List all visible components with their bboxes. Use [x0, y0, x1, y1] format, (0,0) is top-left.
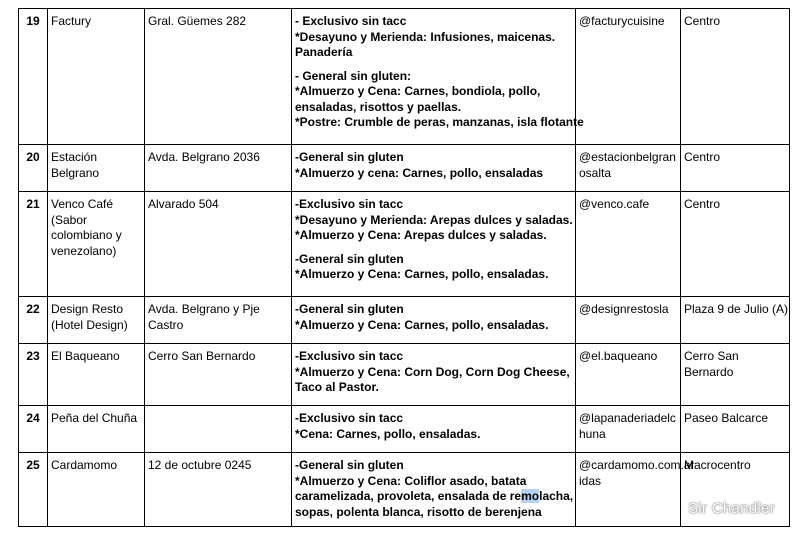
row-number: 23 [26, 349, 40, 363]
menu-text: ensaladas, risottos y paellas. [295, 99, 462, 114]
restaurant-name-cell [48, 145, 145, 192]
row-number-cell [19, 344, 48, 406]
row-number-cell [19, 453, 48, 527]
address-line: Alvarado 504 [148, 197, 219, 211]
menu-text: -General sin gluten [295, 458, 404, 472]
watermark: Sir Chandler [688, 500, 775, 517]
menu-line [295, 30, 572, 46]
menu-text: caramelizada, provoleta, ensalada de re [295, 489, 522, 503]
menu-text: *Almuerzo y cena: Carnes, pollo, ensaladas [295, 165, 544, 180]
menu-text: *Almuerzo y Cena: Corn Dog, Corn Dog Cheese, [295, 364, 570, 379]
restaurant-name-cell [48, 344, 145, 406]
text-selection: mo [521, 489, 540, 503]
instagram-cell [576, 192, 681, 297]
menu-cell [292, 9, 584, 145]
name-line: Cardamomo [51, 458, 118, 472]
row-number: 24 [26, 411, 40, 425]
menu-cell [292, 406, 576, 453]
menu-line [295, 69, 572, 85]
menu-line [295, 100, 572, 116]
handle-line: @el.baqueano [579, 349, 658, 363]
menu-spacer [295, 61, 572, 69]
menu-line [295, 84, 572, 100]
address-line: Avda. Belgrano 2036 [148, 150, 260, 164]
row-number: 20 [26, 150, 40, 164]
row-number: 19 [26, 14, 40, 28]
menu-line [295, 252, 572, 268]
menu-text: -Exclusivo sin tacc [295, 197, 404, 211]
menu-line [295, 380, 572, 396]
table-row [19, 406, 790, 453]
menu-line [295, 213, 572, 229]
zone-line: Cerro San [684, 349, 739, 363]
menu-text: - Exclusivo sin tacc [295, 14, 407, 28]
zone-cell [681, 145, 790, 192]
row-number-cell [19, 192, 48, 297]
zone-line: Centro [684, 197, 721, 211]
name-line: Design Resto [51, 302, 124, 316]
menu-text: *Almuerzo y Cena: Carnes, pollo, ensaladas. [295, 267, 549, 281]
menu-line [295, 267, 572, 283]
table-row [19, 192, 790, 297]
menu-text: -General sin gluten [295, 150, 404, 164]
restaurant-name-cell [48, 406, 145, 453]
address-line: Avda. Belgrano y Pje [148, 302, 260, 316]
name-line: Factury [51, 14, 92, 28]
menu-line [295, 411, 572, 427]
menu-text: -Exclusivo sin tacc [295, 349, 404, 363]
address-cell [145, 145, 292, 192]
name-line: Belgrano [51, 165, 100, 180]
menu-text: *Desayuno y Merienda: Arepas dulces y saladas. [295, 212, 573, 227]
menu-line [295, 427, 572, 443]
table-row [19, 297, 790, 344]
menu-cell [292, 192, 576, 297]
menu-text: *Cena: Carnes, pollo, ensaladas. [295, 426, 481, 441]
row-number-cell [19, 406, 48, 453]
handle-line: @lapanaderiadelc [579, 411, 676, 425]
row-number-cell [19, 297, 48, 344]
menu-line [295, 474, 572, 490]
table-row [19, 145, 790, 192]
row-number-cell [19, 9, 48, 145]
row-number: 25 [26, 458, 40, 472]
restaurant-name-cell [48, 453, 145, 527]
menu-text: Panadería [295, 45, 353, 59]
menu-line [295, 489, 572, 505]
menu-line [295, 458, 572, 474]
menu-text: - General sin gluten: [295, 68, 412, 83]
address-cell [145, 297, 292, 344]
menu-text: lacha, [539, 489, 574, 503]
menu-line [295, 365, 572, 381]
name-line: El Baqueano [51, 349, 120, 363]
handle-line: idas [579, 473, 602, 488]
instagram-cell [576, 145, 681, 192]
handle-line: osalta [579, 165, 612, 180]
restaurant-table [18, 8, 790, 527]
row-number: 21 [26, 197, 40, 211]
menu-cell [292, 453, 576, 527]
address-line: Cerro San Bernardo [148, 349, 256, 363]
zone-line: Centro [684, 150, 721, 164]
instagram-cell [576, 297, 681, 344]
menu-spacer [295, 244, 572, 252]
restaurant-name-cell [48, 297, 145, 344]
restaurant-name-cell [48, 9, 145, 145]
handle-line: @venco.cafe [579, 197, 650, 211]
zone-line: Bernardo [684, 364, 734, 379]
zone-cell [681, 406, 790, 453]
menu-cell [292, 145, 576, 192]
menu-line [295, 115, 584, 131]
instagram-cell [576, 406, 681, 453]
zone-cell [681, 297, 790, 344]
restaurant-name-cell [48, 192, 145, 297]
table-row [19, 9, 790, 145]
handle-line: @designrestosla [579, 302, 669, 316]
menu-line [295, 14, 572, 30]
row-number: 22 [26, 302, 40, 316]
name-line: Peña del Chuña [51, 411, 138, 425]
zone-line: Paseo Balcarce [684, 411, 769, 425]
table-row [19, 344, 790, 406]
menu-text: sopas, polenta blanca, risotto de berenjena [295, 504, 542, 519]
menu-line [295, 302, 572, 318]
menu-text: *Almuerzo y Cena: Arepas dulces y saladas. [295, 228, 547, 242]
menu-line [295, 505, 572, 521]
address-cell [145, 344, 292, 406]
table-row [19, 453, 790, 527]
name-line: Venco Café [51, 197, 114, 211]
menu-line [295, 197, 572, 213]
menu-line [295, 318, 572, 334]
row-number-cell [19, 145, 48, 192]
menu-text: *Postre: Crumble de peras, manzanas, isla flotante [295, 115, 584, 129]
handle-line: @cardamomo.com.ar [579, 458, 695, 472]
address-line: Gral. Güemes 282 [148, 14, 247, 28]
menu-text: *Almuerzo y Cena: Carnes, pollo, ensaladas. [295, 317, 549, 332]
instagram-cell [576, 453, 695, 527]
menu-line [295, 166, 572, 182]
handle-line: @estacionbelgran [579, 150, 676, 164]
zone-cell [681, 9, 790, 145]
zone-cell [681, 344, 790, 406]
instagram-cell [576, 9, 681, 145]
menu-cell [292, 344, 576, 406]
name-line: Estación [51, 150, 98, 164]
menu-text: -Exclusivo sin tacc [295, 411, 404, 425]
menu-line [295, 349, 572, 365]
address-cell [145, 453, 292, 527]
name-line: (Hotel Design) [51, 317, 128, 332]
menu-text: -General sin gluten [295, 302, 404, 316]
address-cell [145, 9, 292, 145]
instagram-cell [576, 344, 681, 406]
zone-cell [681, 192, 790, 297]
name-line: venezolano) [51, 243, 117, 258]
menu-text: *Desayuno y Merienda: Infusiones, maicenas. [295, 29, 556, 44]
name-line: (Sabor [51, 212, 88, 227]
menu-cell [292, 297, 576, 344]
menu-line [295, 228, 572, 244]
address-cell [145, 192, 292, 297]
table-body [19, 9, 790, 527]
handle-line: @facturycuisine [579, 14, 665, 28]
menu-text: -General sin gluten [295, 251, 404, 266]
zone-line: Centro [684, 14, 721, 28]
menu-line [295, 45, 572, 61]
menu-text: *Almuerzo y Cena: Carnes, bondiola, pollo, [295, 84, 541, 98]
menu-line [295, 150, 572, 166]
address-cell [145, 406, 292, 453]
handle-line: huna [579, 426, 606, 441]
address-line: Castro [148, 317, 184, 332]
zone-line: Plaza 9 de Julio (A) [684, 302, 789, 316]
menu-text: *Almuerzo y Cena: Coliflor asado, batata [295, 473, 527, 488]
menu-text: Taco al Pastor. [295, 380, 379, 394]
name-line: colombiano y [51, 228, 122, 242]
zone-line: Macrocentro [684, 458, 751, 472]
address-line: 12 de octubre 0245 [148, 458, 252, 472]
